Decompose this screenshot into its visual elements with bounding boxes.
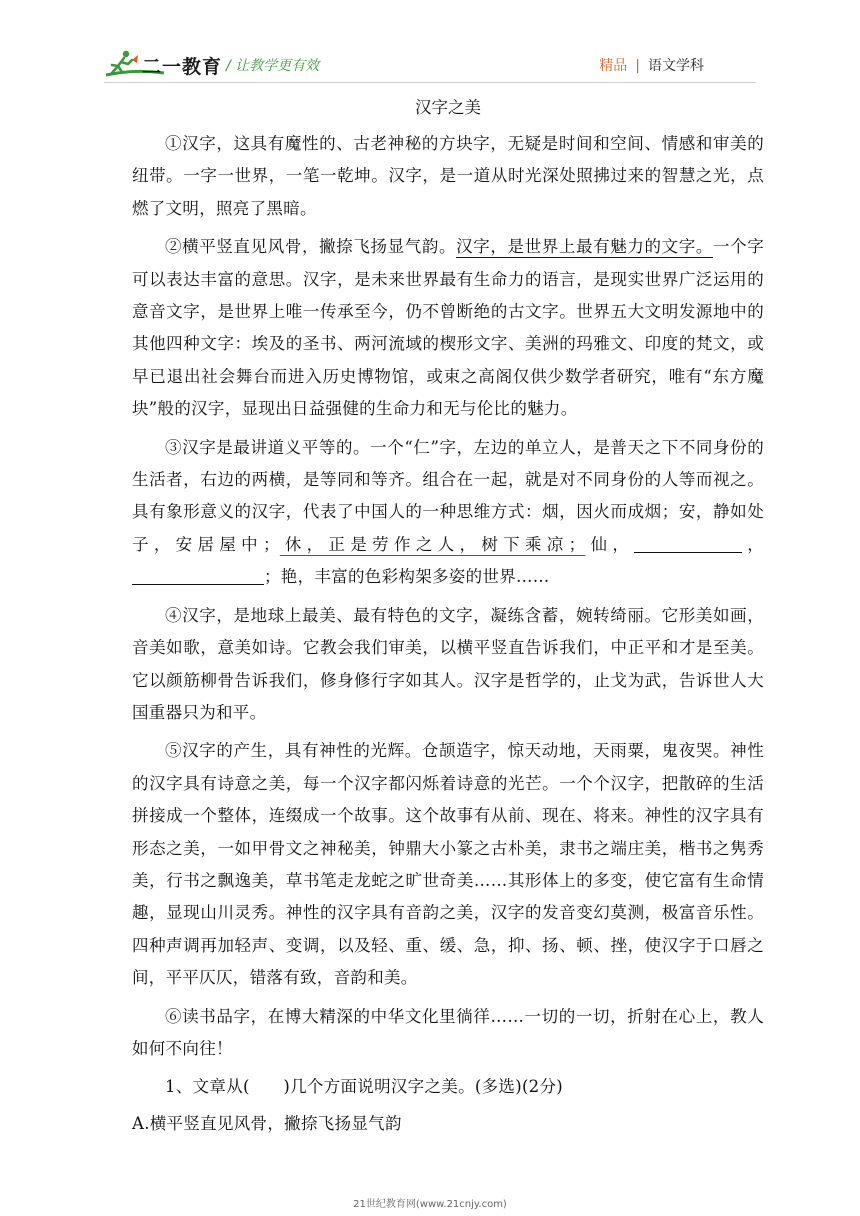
header-subject — [599, 55, 704, 75]
question-1: 1、文章从( )几个方面说明汉字之美。(多选)(2分) — [165, 1077, 564, 1097]
fill-blank-1[interactable] — [634, 532, 742, 553]
jingpin-badge: 精品 — [599, 58, 628, 74]
paragraph-5: ⑤汉字的产生，具有神性的光辉。仓颉造字，惊天动地，天雨粟，鬼夜哭。神性的汉字具有诗意之美，每一个汉字都闪烁着诗意的光芒。一个个汉字，把散碎的生活拼接成一个整体，连缀成一个故事。这个故事有从前、现在、将来。神性的汉字具有形态之美，一如甲骨文之神秘美，钟鼎大小篆之古朴美，隶书之端庄美，楷书之隽秀美，行书之飘逸美，草书笔走龙蛇之旷世奇美……其形体上的多变，使它富有生命情趣，显现山川灵秀。神性的汉字具有音韵之美，汉字的发音变幻莫测，极富音乐性。四种声调再加轻声、变调，以及轻、重、缓、急，抑、扬、顿、挫，使汉字于口唇之间，平平仄仄，错落有致，音韵和美。 — [132, 741, 764, 988]
paragraph-3-start: ③汉字是最讲道义平等的。一个“仁”字，左边的单立人，是普天之下不同身份的生活者，右边的两横，是等同和等齐。组合在一起，就是对不同身份的人等而视之。具有象形意义的汉字，代表了中国人的一种思维方式：烟，因火而成烟；安，静如处子，安居屋中； — [132, 437, 764, 554]
slogan: / 让教学更有效 — [226, 58, 320, 74]
header-separator: | — [635, 58, 640, 74]
underlined-xiu: 休，正是劳作之人，树下乘凉； — [279, 534, 586, 554]
article-content — [132, 94, 764, 1140]
page-footer: 21世纪教育网(www.21cnjy.com) — [353, 1199, 507, 1210]
logo-text: 二一教育 — [142, 56, 223, 78]
header-divider — [104, 82, 756, 83]
blank-comma: ， — [742, 534, 764, 554]
article-title: 汉字之美 — [415, 98, 481, 117]
page-header — [0, 0, 860, 90]
paragraph-2-rest: 一个字可以表达丰富的意思。汉字，是未来世界最有生命力的语言，是现实世界广泛运用的意音文字，是世界上唯一传承至今，仍不曾断绝的古文字。世界五大文明发源地中的其他四种文字：埃及的圣书、两河流域的楔形文字、美洲的玛雅文、印度的梵文，或早已退出社会舞台而进入历史博物馆，或束之高阁仅供少数学者研究，唯有“东方魔块”般的汉字，显现出日益强健的生命力和无与伦比的魅力。 — [132, 237, 764, 419]
paragraph-2-start: ②横平竖直见风骨，撇捺飞扬显气韵。 — [165, 237, 457, 257]
paragraph-2 — [132, 231, 764, 425]
option-a: A.横平竖直见风骨，撇捺飞扬显气韵 — [132, 1113, 402, 1133]
paragraph-1: ①汉字，这具有魔性的、古老神秘的方块字，无疑是时间和空间、情感和审美的纽带。一字一世界，一笔一乾坤。汉字，是一道从时光深处照拂过来的智慧之光，点燃了文明，照亮了黑暗。 — [132, 134, 764, 218]
underlined-sentence: 汉字，是世界上最有魅力的文字。 — [456, 237, 713, 257]
xian-label: 仙， — [585, 534, 635, 554]
paragraph-3 — [132, 432, 764, 594]
fill-blank-2[interactable] — [132, 564, 264, 585]
paragraph-6: ⑥读书品字，在博大精深的中华文化里徜徉……一切的一切，折射在心上，教人如何不向往！ — [132, 1006, 764, 1058]
paragraph-3-end: ；艳，丰富的色彩构架多姿的世界…… — [264, 567, 550, 587]
subject-label: 语文学科 — [648, 58, 704, 74]
paragraph-4: ④汉字，是地球上最美、最有特色的文字，凝练含蓄，婉转绮丽。它形美如画，音美如歌，意美如诗。它教会我们审美，以横平竖直告诉我们，中正平和才是至美。它以颜筋柳骨告诉我们，修身修行字如其人。汉字是哲学的，止戈为武，告诉世人大国重器只为和平。 — [132, 605, 764, 722]
